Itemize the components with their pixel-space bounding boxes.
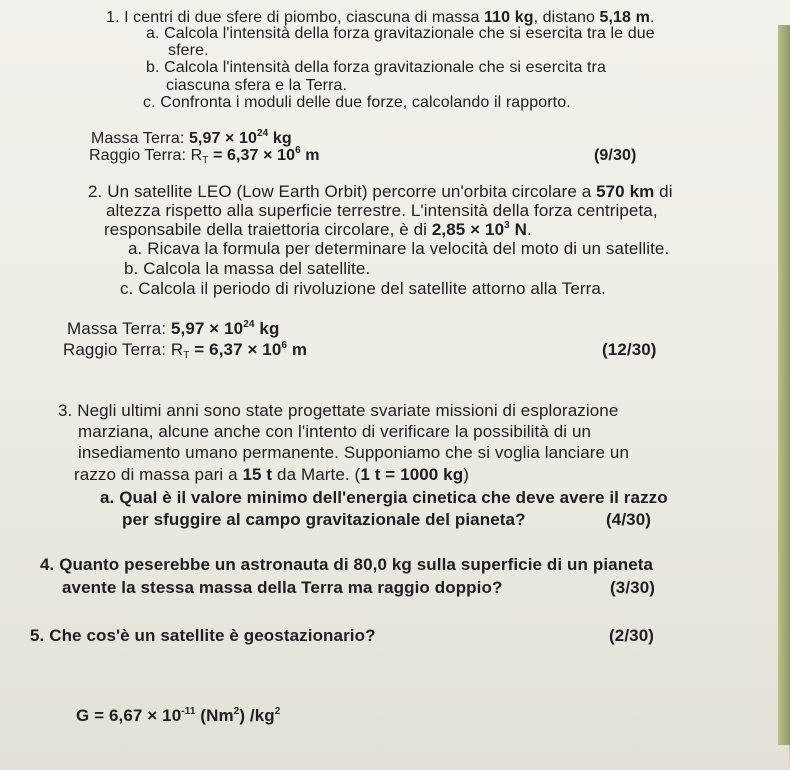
background-desk-strip [778,25,790,745]
q3-statement-line4: razzo di massa pari a 15 t da Marte. (1 t = 1000 kg) [74,465,469,484]
q2-earth-radius: Raggio Terra: $R_T = 6,37 \times 10^6$ m [63,340,308,361]
q3-part-a-cont: per sfuggire al campo gravitazionale del pianeta? [122,510,526,529]
q3-score: (4/30) [606,510,652,529]
q1-part-a: a. Calcola l'intensità della forza gravitazionale che si esercita tra le due [146,25,655,42]
q2-score: (12/30) [602,340,657,359]
q1-part-a-cont: sfere. [168,42,209,59]
q3-part-a: a. Qual è il valore minimo dell'energia cinetica che deve avere il razzo [100,488,668,507]
q2-earth-mass: Massa Terra: $5,97 \times 10^{24}$ kg [67,319,280,338]
q1-part-b-cont: ciascuna sfera e la Terra. [166,77,348,94]
q1-part-c: c. Confronta i moduli delle due forze, calcolando il rapporto. [143,94,571,111]
q3-statement-line2: marziana, alcune anche con l'intento di verificare la possibilità di un [78,422,592,441]
q4-score: (3/30) [610,578,656,597]
q1-statement: 1. I centri di due sfere di piombo, ciascuna di massa 110 kg, distano 5,18 m. [106,9,655,26]
q5-score: (2/30) [609,626,655,645]
q1-part-b: b. Calcola l'intensità della forza gravitazionale che si esercita tra [146,59,606,76]
q2-part-a: a. Ricava la formula per determinare la velocità del moto di un satellite. [128,239,670,258]
q2-statement-line2: altezza rispetto alla superficie terrestre. L'intensità della forza centripeta, [106,201,658,220]
q3-statement-line3: insediamento umano permanente. Supponiamo che si voglia lanciare un [78,443,630,462]
q1-earth-mass: Massa Terra: $5,97 \times 10^{24}$ kg [91,128,292,147]
q4-statement: 4. Quanto peserebbe un astronauta di 80,0 kg sulla superficie di un pianeta [40,555,654,574]
q2-statement-line3: responsabile della traiettoria circolare, è di $2,85 \times 10^3$ N. [104,220,532,239]
gravitational-constant: $G = 6,67 \times 10^{-11}$ (Nm$^2$) $/kg^2$ [76,706,281,725]
q5-statement: 5. Che cos'è un satellite è geostazionario? [30,626,376,645]
q2-statement: 2. Un satellite LEO (Low Earth Orbit) percorre un'orbita circolare a 570 km di [88,182,673,201]
q2-part-b: b. Calcola la massa del satellite. [124,259,371,278]
q1-score: (9/30) [594,147,637,164]
q4-statement-line2: avente la stessa massa della Terra ma raggio doppio? [62,578,503,597]
q2-part-c: c. Calcola il periodo di rivoluzione del satellite attorno alla Terra. [120,279,606,298]
q1-earth-radius: Raggio Terra: $R_T = 6,37 \times 10^6$ m [89,145,320,166]
q3-statement: 3. Negli ultimi anni sono state progettate svariate missioni di esplorazione [58,401,619,420]
